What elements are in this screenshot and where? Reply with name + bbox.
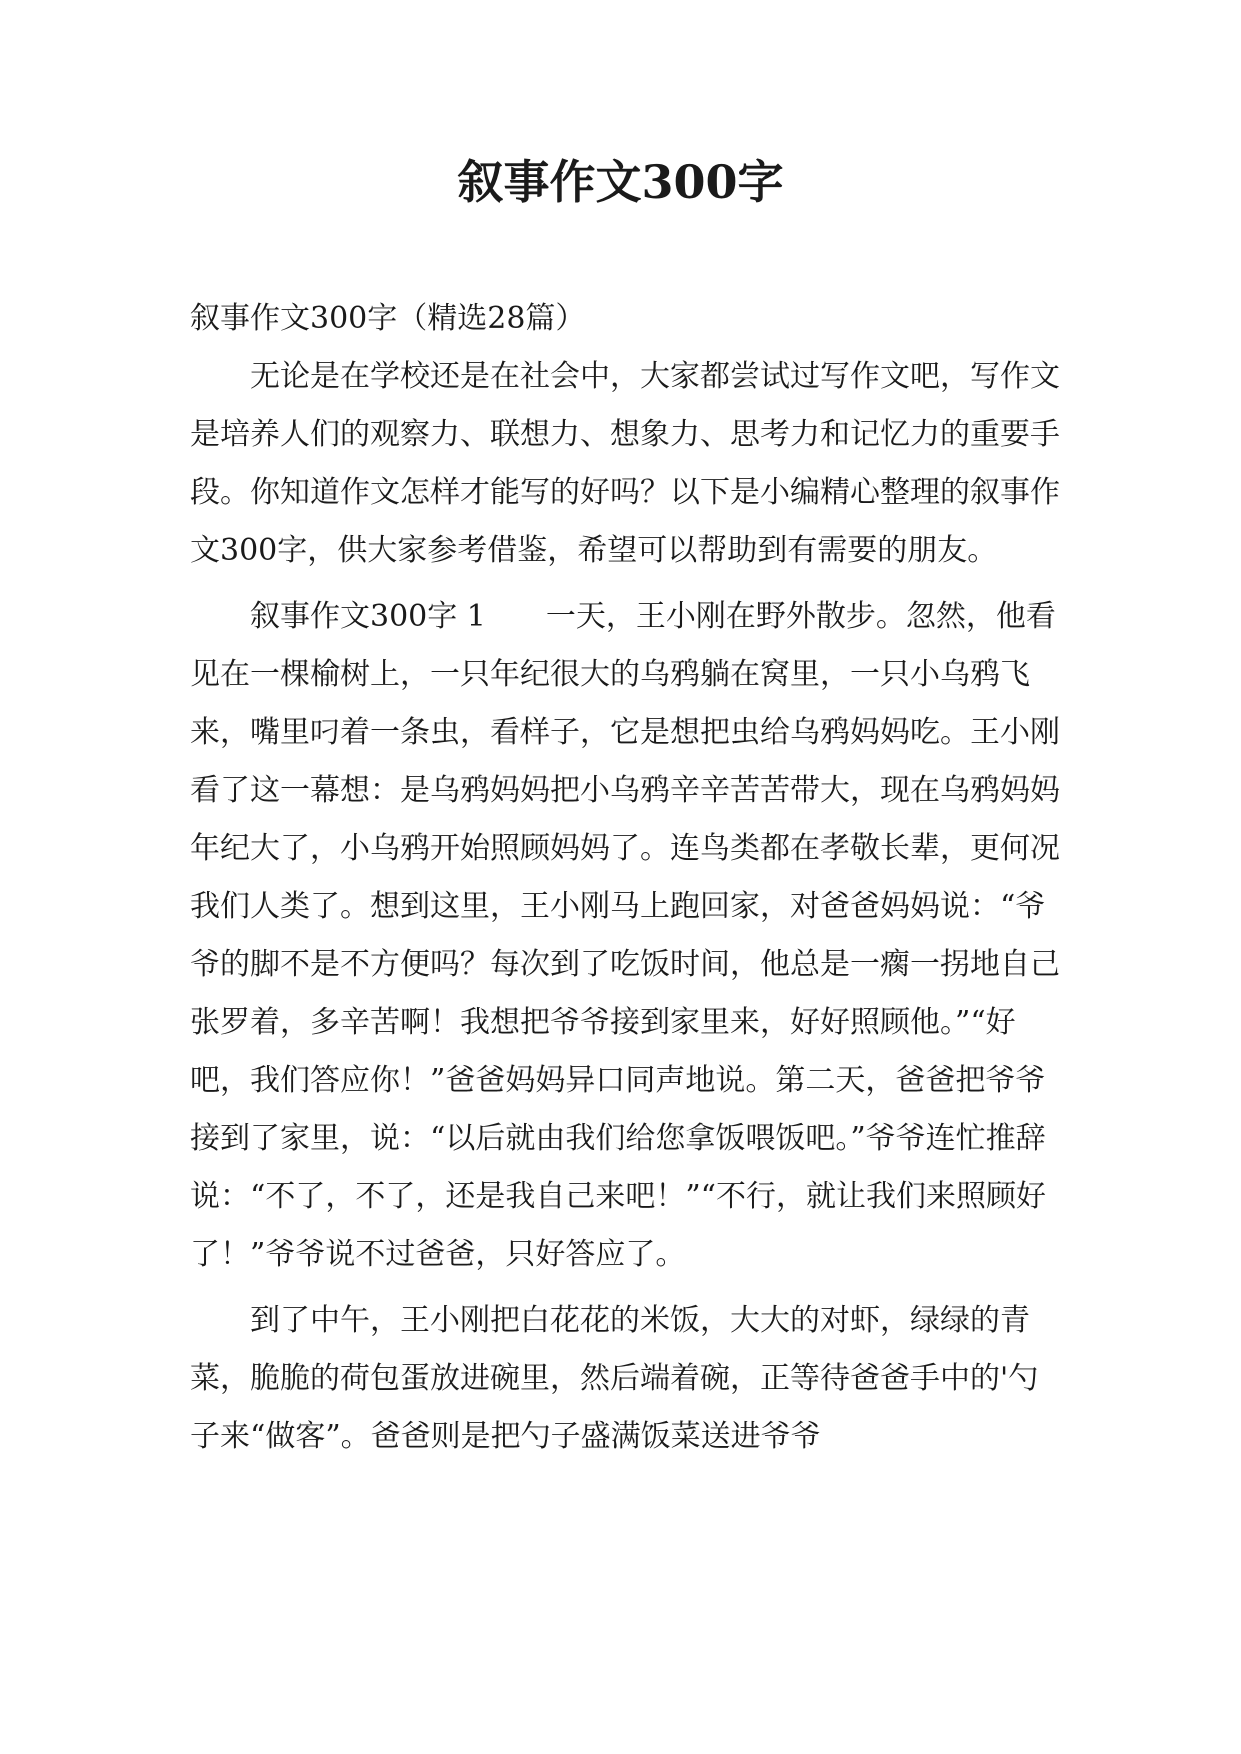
paragraph-story-1: 叙事作文300字 1 一天，王小刚在野外散步。忽然，他看见在一棵榆树上，一只年纪很大的乌鸦躺在窝里，一只小乌鸦飞来，嘴里叼着一条虫，看样子，它是想把虫给乌鸦妈妈吃。王小刚看了这一幕想：是乌鸦妈妈把小乌鸦辛辛苦苦带大，现在乌鸦妈妈年纪大了，小乌鸦开始照顾妈妈了。连鸟类都在孝敬长辈，更何况我们人类了。想到这里，王小刚马上跑回家，对爸爸妈妈说：“爷爷的脚不是不方便吗？每次到了吃饭时间，他总是一瘸一拐地自己张罗着，多辛苦啊！我想把爷爷接到家里来，好好照顾他。”“好吧，我们答应你！”爸爸妈妈异口同声地说。第二天，爸爸把爷爷接到了家里，说：“以后就由我们给您拿饭喂饭吧。”爷爷连忙推辞说：“不了，不了，还是我自己来吧！”“不行，就让我们来照顾好了！”爷爷说不过爸爸，只好答应了。 [190, 599, 1060, 1272]
document-title: 叙事作文300字 [457, 155, 784, 209]
document-body [190, 290, 1060, 1466]
paragraph-story-2: 到了中午，王小刚把白花花的米饭，大大的对虾，绿绿的青菜，脆脆的荷包蛋放进碗里，然后端着碗，正等待爸爸手中的'勺子来“做客”。爸爸则是把勺子盛满饭菜送进爷爷 [190, 1303, 1039, 1454]
paragraph-intro: 无论是在学校还是在社会中，大家都尝试过写作文吧，写作文是培养人们的观察力、联想力、想象力、思考力和记忆力的重要手段。你知道作文怎样才能写的好吗？以下是小编精心整理的叙事作文300字，供大家参考借鉴，希望可以帮助到有需要的朋友。 [190, 359, 1060, 568]
document-subtitle: 叙事作文300字（精选28篇） [190, 301, 586, 336]
